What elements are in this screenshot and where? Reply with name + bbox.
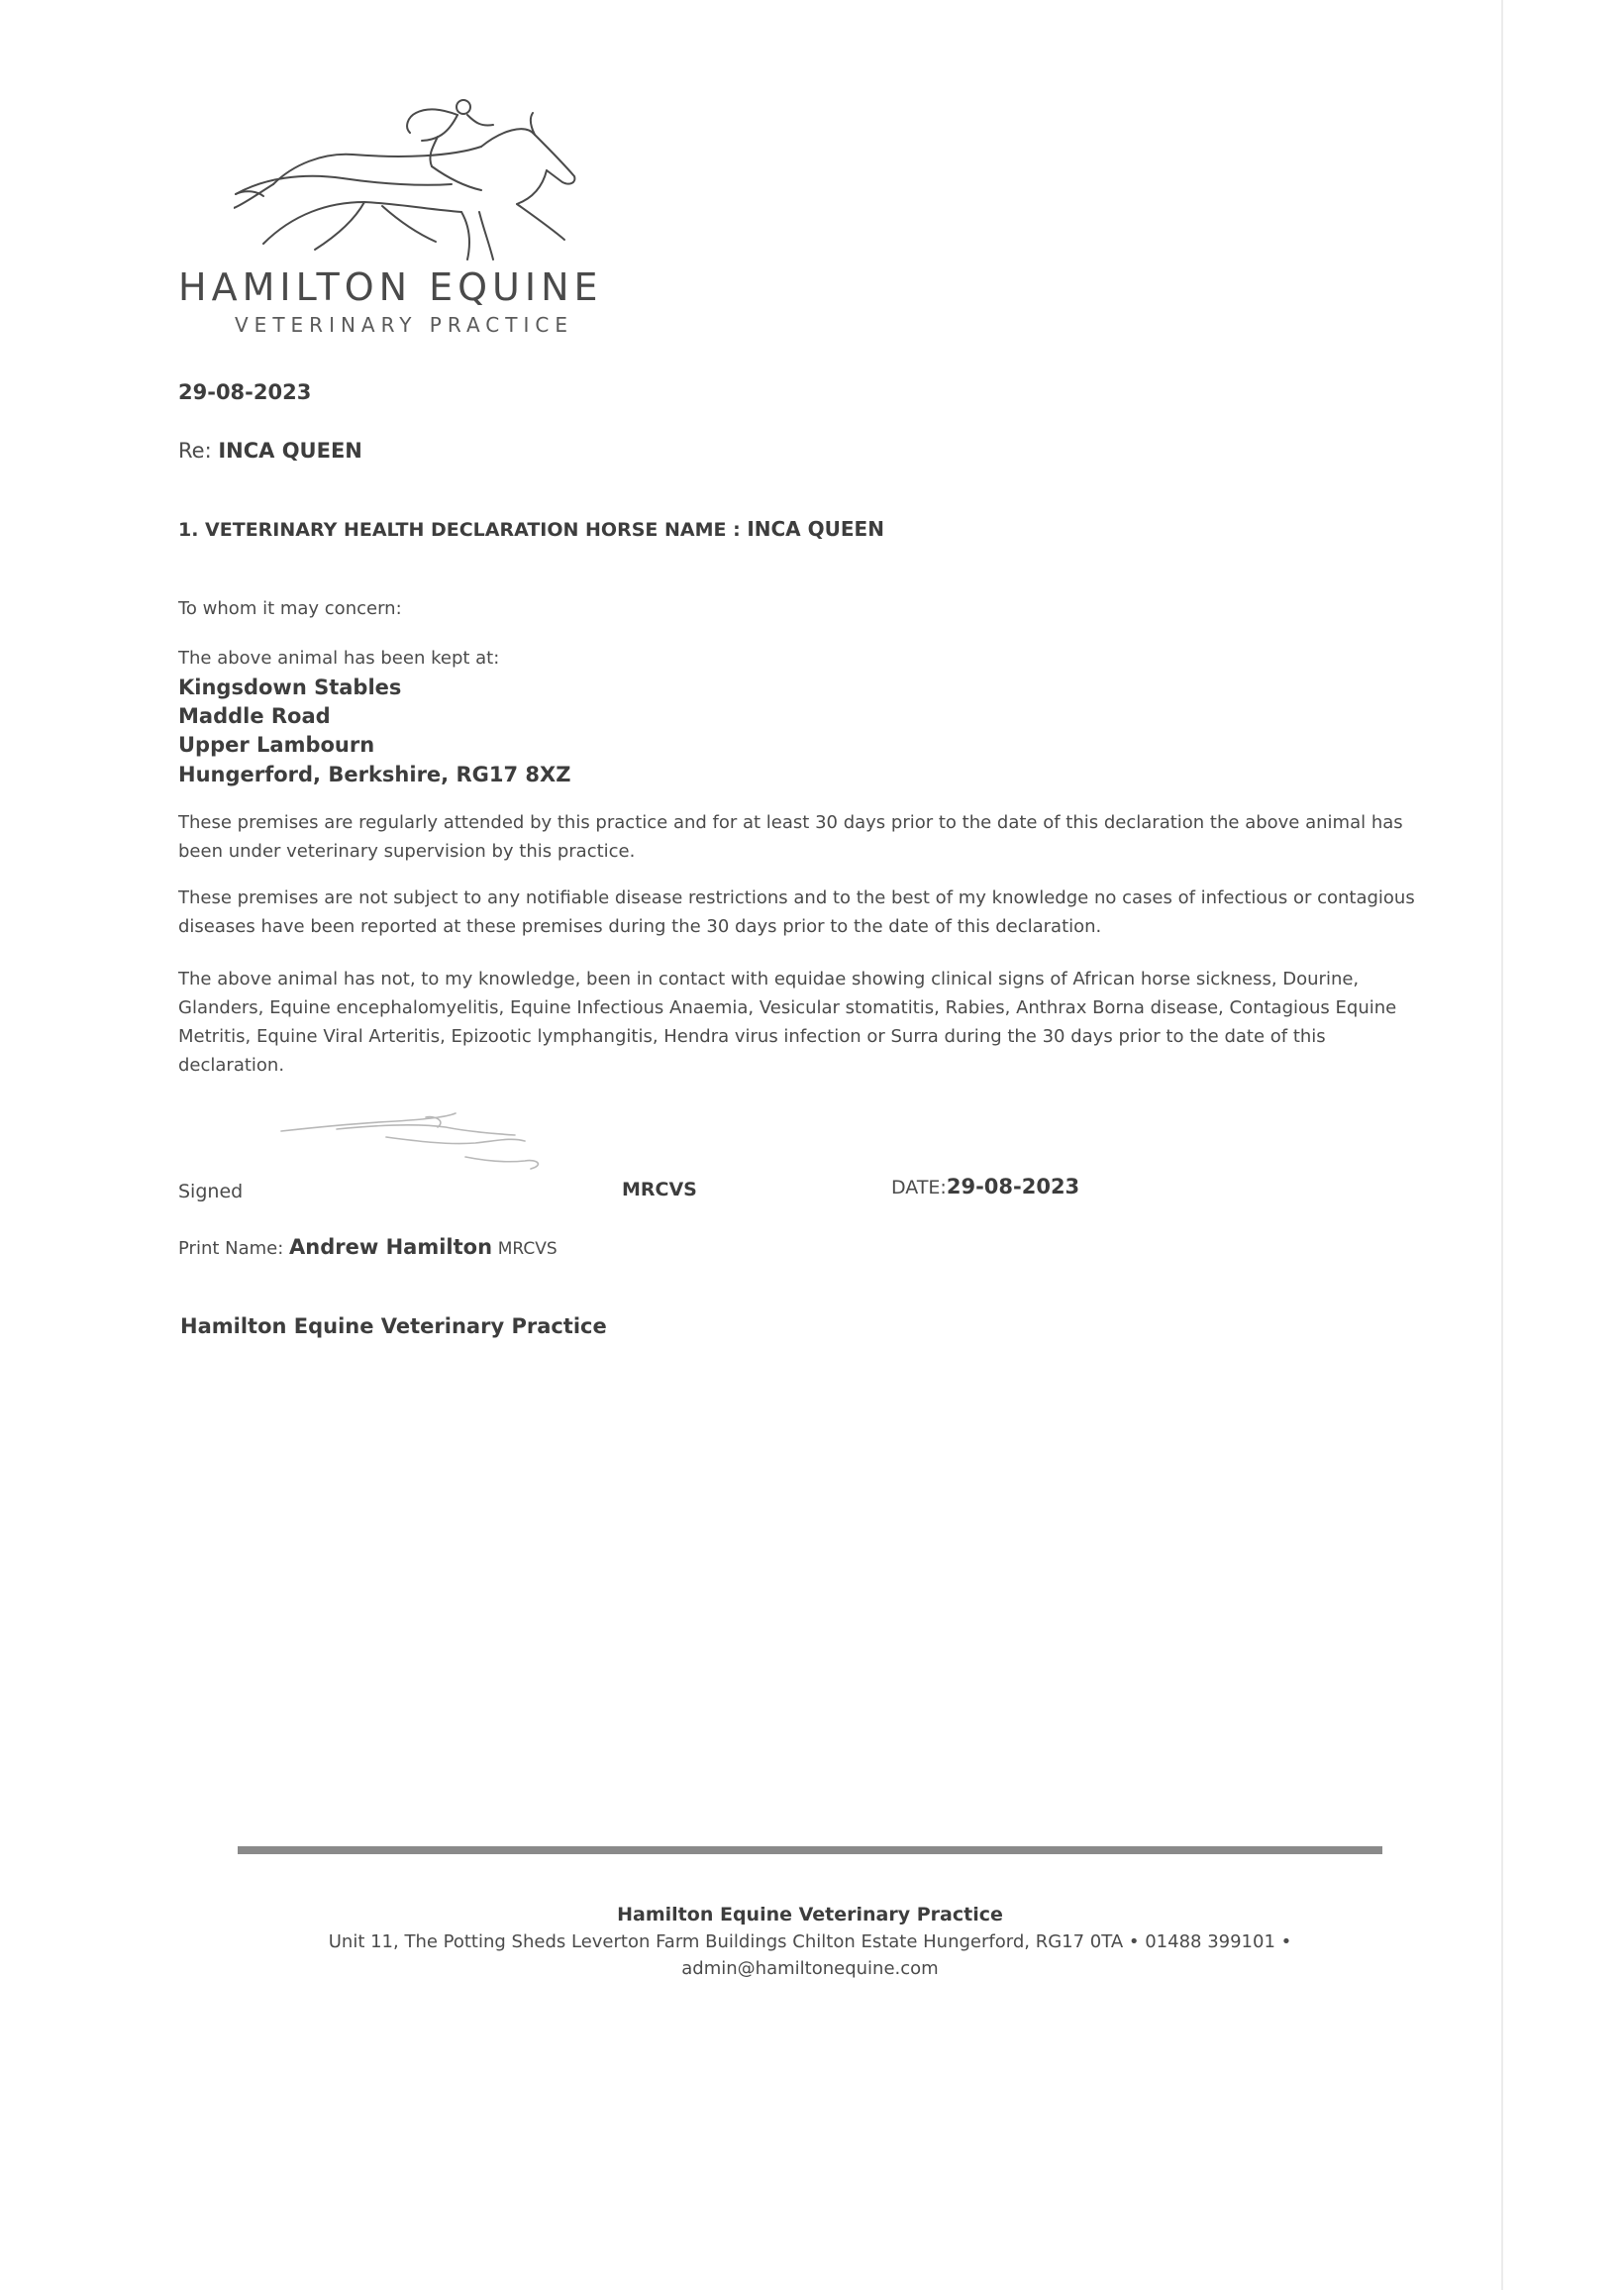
salutation: To whom it may concern: [178,598,402,619]
page-edge [1501,0,1503,2290]
address-line: Upper Lambourn [178,733,375,757]
declaration-heading [178,517,884,541]
practice-name: Hamilton Equine Veterinary Practice [180,1314,607,1338]
signed-label: Signed [178,1181,244,1202]
address-line: Hungerford, Berkshire, RG17 8XZ [178,763,571,786]
re-value: INCA QUEEN [218,439,362,463]
kept-at-label: The above animal has been kept at: [178,648,500,669]
footer-address: Unit 11, The Potting Sheds Leverton Farm Buildings Chilton Estate Hungerford, RG17 0TA • 01488 399101 • [328,1931,1292,1952]
declaration-paragraph: These premises are regularly attended by this practice and for at least 30 days prior to the date of this declaration the above animal has been under veterinary supervision by this practice. [178,812,1403,862]
re-label: Re: [178,439,212,463]
re-line [178,439,362,463]
address-line: Maddle Road [178,704,331,728]
date-label: DATE: [891,1177,947,1198]
print-name-suffix: MRCVS [497,1239,558,1259]
print-name-value: Andrew Hamilton [289,1235,493,1259]
heading-prefix: 1. VETERINARY HEALTH DECLARATION HORSE NAME : [178,519,741,541]
print-name-label: Print Name: [178,1238,284,1259]
date-value: 29-08-2023 [946,1175,1080,1198]
footer-practice-name: Hamilton Equine Veterinary Practice [617,1904,1003,1926]
declaration-paragraph: These premises are not subject to any notifiable disease restrictions and to the best of my knowledge no cases of infectious or contagious diseases have been reported at these premises during the 30 days prior to the date of this declaration. [178,887,1415,937]
footer-divider [238,1846,1382,1854]
heading-horse-name: INCA QUEEN [747,517,884,541]
signature-date [891,1175,1079,1198]
handwritten-signature [277,1097,604,1177]
signer-qualification: MRCVS [622,1179,697,1200]
horse-and-jockey-icon [234,95,590,268]
practice-logo-subtitle: VETERINARY PRACTICE [235,313,573,337]
practice-logo-name: HAMILTON EQUINE [178,265,603,309]
footer-email: admin@hamiltonequine.com [681,1958,939,1979]
letter-date: 29-08-2023 [178,380,312,404]
declaration-paragraph: The above animal has not, to my knowledge, been in contact with equidae showing clinical signs of African horse sickness, Dourine, Glanders, Equine encephalomyelitis, Equine Infectious Anaemia, Vesicular stomatitis, Rabies, Anthrax Borna disease, Contagious Equine Metritis, Equine Viral Arteritis, Epizootic lymphangitis, Hendra virus infection or Surra during the 30 days prior to the date of this declaration. [178,969,1397,1076]
address-line: Kingsdown Stables [178,676,402,699]
print-name-line [178,1235,558,1259]
